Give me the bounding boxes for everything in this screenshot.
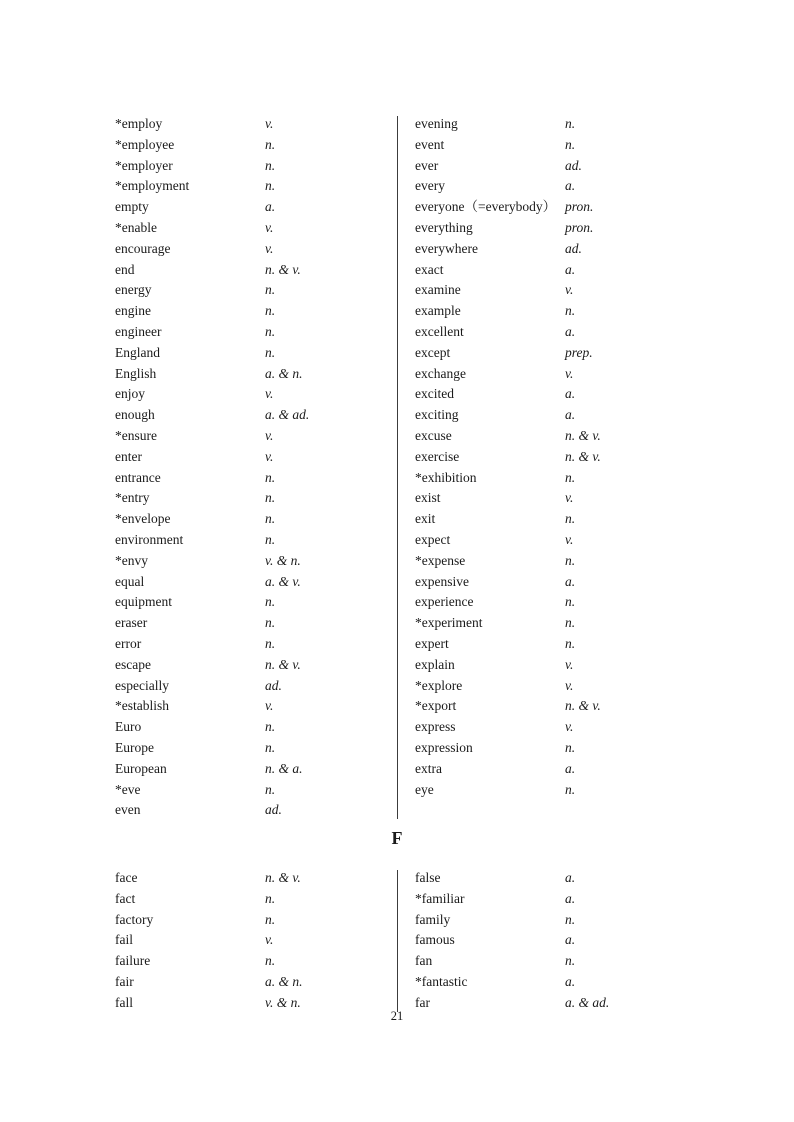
vocab-word: end (115, 261, 135, 277)
vocab-entry-row (115, 613, 397, 634)
vocab-word: famous (415, 932, 455, 948)
vocab-entry-row (415, 655, 794, 676)
vocab-entry-row (115, 868, 397, 889)
part-of-speech: n. & v. (265, 261, 301, 277)
vocab-word: *explore (415, 677, 463, 693)
vocab-entry-row (415, 572, 794, 593)
vocab-entry-row (115, 696, 397, 717)
part-of-speech: n. (565, 615, 576, 631)
vocab-word: factory (115, 911, 154, 927)
vocab-word: even (115, 802, 141, 818)
vocab-word: *employment (115, 178, 190, 194)
part-of-speech: pron. (565, 199, 594, 215)
part-of-speech: a. (565, 890, 576, 906)
section-f (0, 868, 794, 1014)
part-of-speech: n. & v. (565, 448, 601, 464)
vocab-word: exist (415, 490, 441, 506)
vocab-entry-row (115, 889, 397, 910)
vocab-word: fact (115, 890, 136, 906)
vocab-word: Europe (115, 739, 154, 755)
part-of-speech: v. (565, 365, 574, 381)
vocab-entry-row (415, 717, 794, 738)
part-of-speech: n. (265, 303, 276, 319)
part-of-speech: n. (565, 511, 576, 527)
vocab-word: *fantastic (415, 973, 468, 989)
vocab-entry-row (115, 551, 397, 572)
vocab-entry-row (115, 488, 397, 509)
vocab-word: face (115, 870, 138, 885)
vocab-entry-row (115, 343, 397, 364)
part-of-speech: v. (565, 656, 574, 672)
vocab-entry-row (115, 447, 397, 468)
part-of-speech: v. (565, 282, 574, 298)
part-of-speech: v. (565, 719, 574, 735)
vocab-entry-row (415, 930, 794, 951)
vocab-entry-row (115, 800, 397, 821)
vocab-entry-row (415, 426, 794, 447)
vocab-word: Euro (115, 719, 142, 735)
part-of-speech: ad. (265, 802, 282, 818)
vocab-entry-row (115, 972, 397, 993)
part-of-speech: a. (565, 573, 576, 589)
vocab-entry-row (115, 780, 397, 801)
vocab-word: fall (115, 994, 133, 1010)
vocab-word: equipment (115, 594, 172, 610)
part-of-speech: ad. (265, 677, 282, 693)
part-of-speech: v. (565, 490, 574, 506)
vocab-entry-row (415, 384, 794, 405)
vocab-word: exchange (415, 365, 466, 381)
vocab-word: encourage (115, 240, 171, 256)
vocab-entry-row (115, 426, 397, 447)
vocab-entry-row (115, 655, 397, 676)
part-of-speech: n. & v. (565, 427, 601, 443)
vocab-word: fail (115, 932, 133, 948)
vocab-word: England (115, 344, 160, 360)
vocab-entry-row (115, 114, 397, 135)
vocab-entry-row (115, 135, 397, 156)
vocab-word: enjoy (115, 386, 145, 402)
vocab-entry-row (415, 868, 794, 889)
part-of-speech: n. & v. (565, 698, 601, 714)
vocab-word: every (415, 178, 445, 194)
vocab-word: escape (115, 656, 151, 672)
part-of-speech: n. (265, 157, 276, 173)
vocab-entry-row (115, 197, 397, 218)
vocab-entry-row (415, 759, 794, 780)
vocab-word: expensive (415, 573, 469, 589)
vocab-word: *enable (115, 219, 157, 235)
vocab-entry-row (415, 780, 794, 801)
vocab-word: *export (415, 698, 457, 714)
vocab-word: ever (415, 157, 439, 173)
vocab-column-right (397, 114, 794, 800)
vocab-word: family (415, 911, 451, 927)
vocab-word: enough (115, 407, 155, 423)
vocab-word: fair (115, 973, 134, 989)
vocab-column-left (0, 114, 397, 821)
part-of-speech: n. (265, 511, 276, 527)
part-of-speech: a. (565, 407, 576, 423)
vocab-entry-row (415, 889, 794, 910)
vocab-word: excuse (415, 427, 452, 443)
part-of-speech: n. & v. (265, 656, 301, 672)
part-of-speech: n. (265, 323, 276, 339)
part-of-speech: n. (565, 552, 576, 568)
part-of-speech: ad. (565, 240, 582, 256)
part-of-speech: n. (265, 178, 276, 194)
vocab-word: eraser (115, 615, 148, 631)
vocab-entry-row (415, 613, 794, 634)
vocab-word: evening (415, 116, 458, 131)
vocab-word: especially (115, 677, 169, 693)
part-of-speech: n. (265, 531, 276, 547)
vocab-word: fan (415, 953, 433, 969)
part-of-speech: n. (565, 953, 576, 969)
vocab-entry-row (415, 135, 794, 156)
vocab-word: enter (115, 448, 142, 464)
part-of-speech: n. (265, 282, 276, 298)
column-divider (397, 870, 399, 1012)
vocab-word: *entry (115, 490, 150, 506)
part-of-speech: n. (565, 303, 576, 319)
vocab-entry-row (415, 676, 794, 697)
vocab-entry-row (415, 696, 794, 717)
part-of-speech: a. (565, 178, 576, 194)
vocab-word: except (415, 344, 451, 360)
vocab-entry-row (415, 468, 794, 489)
part-of-speech: a. (565, 323, 576, 339)
part-of-speech: v. (265, 219, 274, 235)
vocab-word: English (115, 365, 157, 381)
vocab-entry-row (415, 364, 794, 385)
part-of-speech: v. (265, 240, 274, 256)
part-of-speech: n. (265, 490, 276, 506)
vocab-word: exciting (415, 407, 459, 423)
part-of-speech: n. (565, 635, 576, 651)
vocab-entry-row (415, 156, 794, 177)
part-of-speech: n. (565, 116, 576, 131)
part-of-speech: n. (565, 136, 576, 152)
vocab-word: energy (115, 282, 152, 298)
vocab-entry-row (415, 592, 794, 613)
part-of-speech: v. (565, 531, 574, 547)
vocab-entry-row (415, 551, 794, 572)
part-of-speech: v. (565, 677, 574, 693)
vocab-word: *ensure (115, 427, 157, 443)
vocab-word: exit (415, 511, 436, 527)
vocab-word: excited (415, 386, 454, 402)
vocab-entry-row (115, 509, 397, 530)
vocab-entry-row (115, 301, 397, 322)
vocab-word: everything (415, 219, 473, 235)
part-of-speech: n. (265, 136, 276, 152)
vocab-word: *envy (115, 552, 148, 568)
part-of-speech: a. (265, 199, 276, 215)
part-of-speech: a. (565, 932, 576, 948)
vocab-entry-row (115, 260, 397, 281)
section-e-continued (0, 114, 794, 821)
vocab-entry-row (415, 488, 794, 509)
vocab-word: experience (415, 594, 474, 610)
part-of-speech: a. & v. (265, 573, 301, 589)
vocab-word: eye (415, 781, 434, 797)
part-of-speech: a. & ad. (265, 407, 310, 423)
vocab-word: error (115, 635, 142, 651)
part-of-speech: n. (265, 953, 276, 969)
vocab-word: *establish (115, 698, 169, 714)
vocab-column-left (0, 868, 397, 1014)
vocab-word: explain (415, 656, 455, 672)
part-of-speech: n. & a. (265, 760, 303, 776)
vocab-entry-row (115, 322, 397, 343)
vocab-entry-row (115, 738, 397, 759)
vocab-entry-row (415, 951, 794, 972)
page-number: 21 (390, 1009, 404, 1023)
vocab-entry-row (115, 930, 397, 951)
vocab-entry-row (415, 280, 794, 301)
vocab-word: engineer (115, 323, 162, 339)
part-of-speech: n. (265, 739, 276, 755)
part-of-speech: n. (265, 781, 276, 797)
vocab-entry-row (115, 176, 397, 197)
part-of-speech: a. (565, 870, 576, 885)
part-of-speech: n. (265, 594, 276, 610)
vocab-word: *experiment (415, 615, 483, 631)
part-of-speech: n. (265, 615, 276, 631)
part-of-speech: n. (565, 781, 576, 797)
vocab-entry-row (115, 156, 397, 177)
vocab-entry-row (415, 530, 794, 551)
vocab-word: extra (415, 760, 442, 776)
part-of-speech: pron. (565, 219, 594, 235)
part-of-speech: n. (265, 469, 276, 485)
vocab-word: *employ (115, 116, 163, 131)
part-of-speech: v. (265, 427, 274, 443)
part-of-speech: v. (265, 386, 274, 402)
vocab-entry-row (115, 364, 397, 385)
vocab-entry-row (115, 239, 397, 260)
vocab-word: entrance (115, 469, 161, 485)
vocab-word: failure (115, 953, 151, 969)
vocab-word: express (415, 719, 456, 735)
vocab-entry-row (115, 468, 397, 489)
part-of-speech: v. (265, 698, 274, 714)
vocab-entry-row (115, 759, 397, 780)
vocab-entry-row (115, 530, 397, 551)
vocab-entry-row (115, 910, 397, 931)
vocab-word: exact (415, 261, 444, 277)
part-of-speech: n. & v. (265, 870, 301, 885)
vocab-entry-row (415, 634, 794, 655)
vocab-word: *eve (115, 781, 141, 797)
part-of-speech: n. (565, 469, 576, 485)
part-of-speech: n. (565, 594, 576, 610)
vocab-entry-row (415, 114, 794, 135)
vocab-word: examine (415, 282, 461, 298)
vocab-word: engine (115, 303, 151, 319)
vocab-word: *expense (415, 552, 466, 568)
vocab-entry-row (415, 738, 794, 759)
part-of-speech: n. (565, 739, 576, 755)
section-f-heading: F (391, 828, 403, 848)
vocab-entry-row (415, 218, 794, 239)
vocab-word: empty (115, 199, 149, 215)
vocab-entry-row (415, 176, 794, 197)
vocab-word: *employer (115, 157, 173, 173)
part-of-speech: n. (265, 890, 276, 906)
vocab-entry-row (115, 951, 397, 972)
vocab-word: *exhibition (415, 469, 477, 485)
vocab-word: environment (115, 531, 184, 547)
vocab-entry-row (115, 572, 397, 593)
part-of-speech: n. (565, 911, 576, 927)
part-of-speech: v. & n. (265, 994, 301, 1010)
part-of-speech: n. (265, 911, 276, 927)
vocab-entry-row (115, 405, 397, 426)
vocab-entry-row (415, 260, 794, 281)
part-of-speech: a. (565, 760, 576, 776)
vocab-entry-row (115, 676, 397, 697)
part-of-speech: v. (265, 932, 274, 948)
vocab-word: *employee (115, 136, 175, 152)
column-divider (397, 116, 399, 819)
vocab-entry-row (415, 197, 794, 218)
vocab-word: equal (115, 573, 145, 589)
part-of-speech: a. (565, 973, 576, 989)
vocab-word: everywhere (415, 240, 478, 256)
part-of-speech: a. (565, 261, 576, 277)
vocab-entry-row (115, 717, 397, 738)
vocab-entry-row (115, 634, 397, 655)
vocab-entry-row (115, 592, 397, 613)
part-of-speech: prep. (565, 344, 593, 360)
part-of-speech: v. (265, 116, 274, 131)
vocab-entry-row (115, 280, 397, 301)
vocab-word: expect (415, 531, 451, 547)
vocab-entry-row (415, 301, 794, 322)
part-of-speech: n. (265, 344, 276, 360)
vocab-word: European (115, 760, 167, 776)
vocab-entry-row (415, 447, 794, 468)
vocab-column-right (397, 868, 794, 1014)
part-of-speech: a. & ad. (565, 994, 610, 1010)
vocab-word: excellent (415, 323, 464, 339)
vocab-word: far (415, 994, 430, 1010)
vocab-word: expression (415, 739, 473, 755)
vocab-word: *familiar (415, 890, 465, 906)
vocab-word: event (415, 136, 445, 152)
part-of-speech: v. & n. (265, 552, 301, 568)
part-of-speech: ad. (565, 157, 582, 173)
part-of-speech: n. (265, 719, 276, 735)
part-of-speech: a. & n. (265, 365, 303, 381)
vocab-entry-row (415, 322, 794, 343)
vocab-entry-row (415, 509, 794, 530)
vocab-word: false (415, 870, 441, 885)
vocab-entry-row (415, 239, 794, 260)
vocab-word: expert (415, 635, 449, 651)
vocab-word: everyone（=everybody） (415, 199, 557, 215)
vocab-word: *envelope (115, 511, 171, 527)
vocab-word: exercise (415, 448, 460, 464)
vocab-word: example (415, 303, 461, 319)
part-of-speech: n. (265, 635, 276, 651)
vocab-entry-row (115, 218, 397, 239)
vocab-entry-row (415, 405, 794, 426)
part-of-speech: a. & n. (265, 973, 303, 989)
vocab-entry-row (415, 972, 794, 993)
part-of-speech: a. (565, 386, 576, 402)
vocab-entry-row (115, 384, 397, 405)
vocab-entry-row (415, 343, 794, 364)
vocab-entry-row (415, 910, 794, 931)
part-of-speech: v. (265, 448, 274, 464)
